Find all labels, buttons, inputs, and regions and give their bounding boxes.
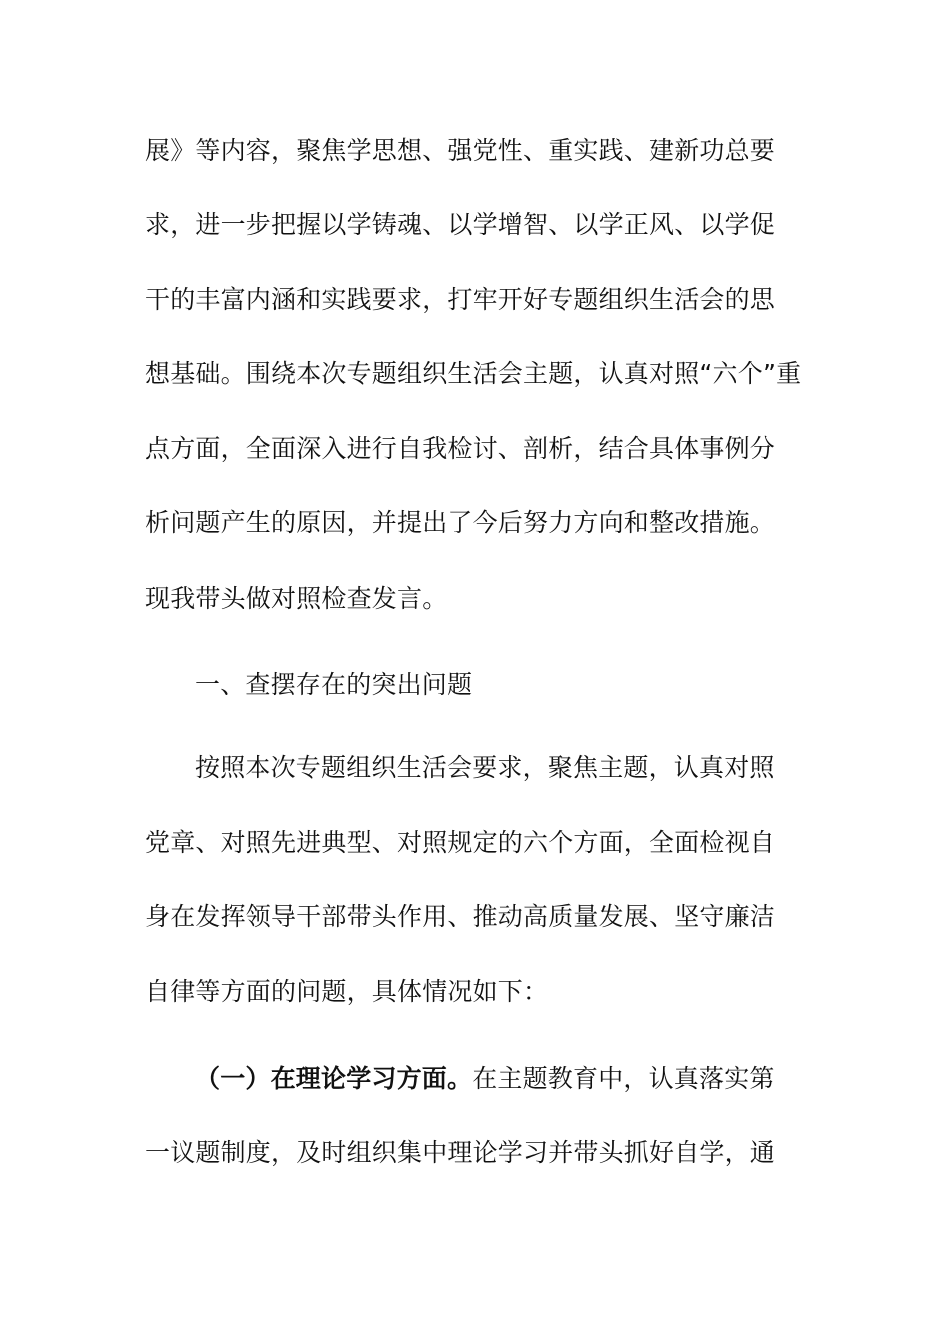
paragraph-3-line-1 [195, 1062, 875, 1096]
paragraph-3-line-2: 一议题制度，及时组织集中理论学习并带头抓好自学，通 [145, 1138, 776, 1167]
subsection-heading-1: （一）在理论学习方面。 [195, 1064, 473, 1093]
paragraph-1-line-3: 干的丰富内涵和实践要求，打牢开好专题组织生活会的思 [145, 285, 776, 314]
paragraph-2-line-2: 党章、对照先进典型、对照规定的六个方面，全面检视自 [145, 828, 776, 857]
paragraph-2-line-1: 按照本次专题组织生活会要求，聚焦主题，认真对照 [195, 753, 775, 782]
paragraph-1-line-6: 析问题产生的原因，并提出了今后努力方向和整改措施。 [145, 508, 776, 537]
paragraph-1-line-1: 展》等内容，聚焦学思想、强党性、重实践、建新功总要 [145, 136, 776, 165]
paragraph-2-line-3: 身在发挥领导干部带头作用、推动高质量发展、坚守廉洁 [145, 902, 776, 931]
paragraph-2-line-4: 自律等方面的问题，具体情况如下： [145, 977, 549, 1006]
paragraph-1-line-5: 点方面，全面深入进行自我检讨、剖析，结合具体事例分 [145, 434, 776, 463]
paragraph-1-line-4: 想基础。围绕本次专题组织生活会主题，认真对照“六个”重 [145, 359, 802, 388]
paragraph-3-line-1-text: 在主题教育中，认真落实第 [472, 1064, 775, 1093]
paragraph-1-line-7: 现我带头做对照检查发言。 [145, 584, 448, 613]
section-heading-1: 一、查摆存在的突出问题 [195, 670, 473, 699]
paragraph-1-line-2: 求，进一步把握以学铸魂、以学增智、以学正风、以学促 [145, 210, 776, 239]
